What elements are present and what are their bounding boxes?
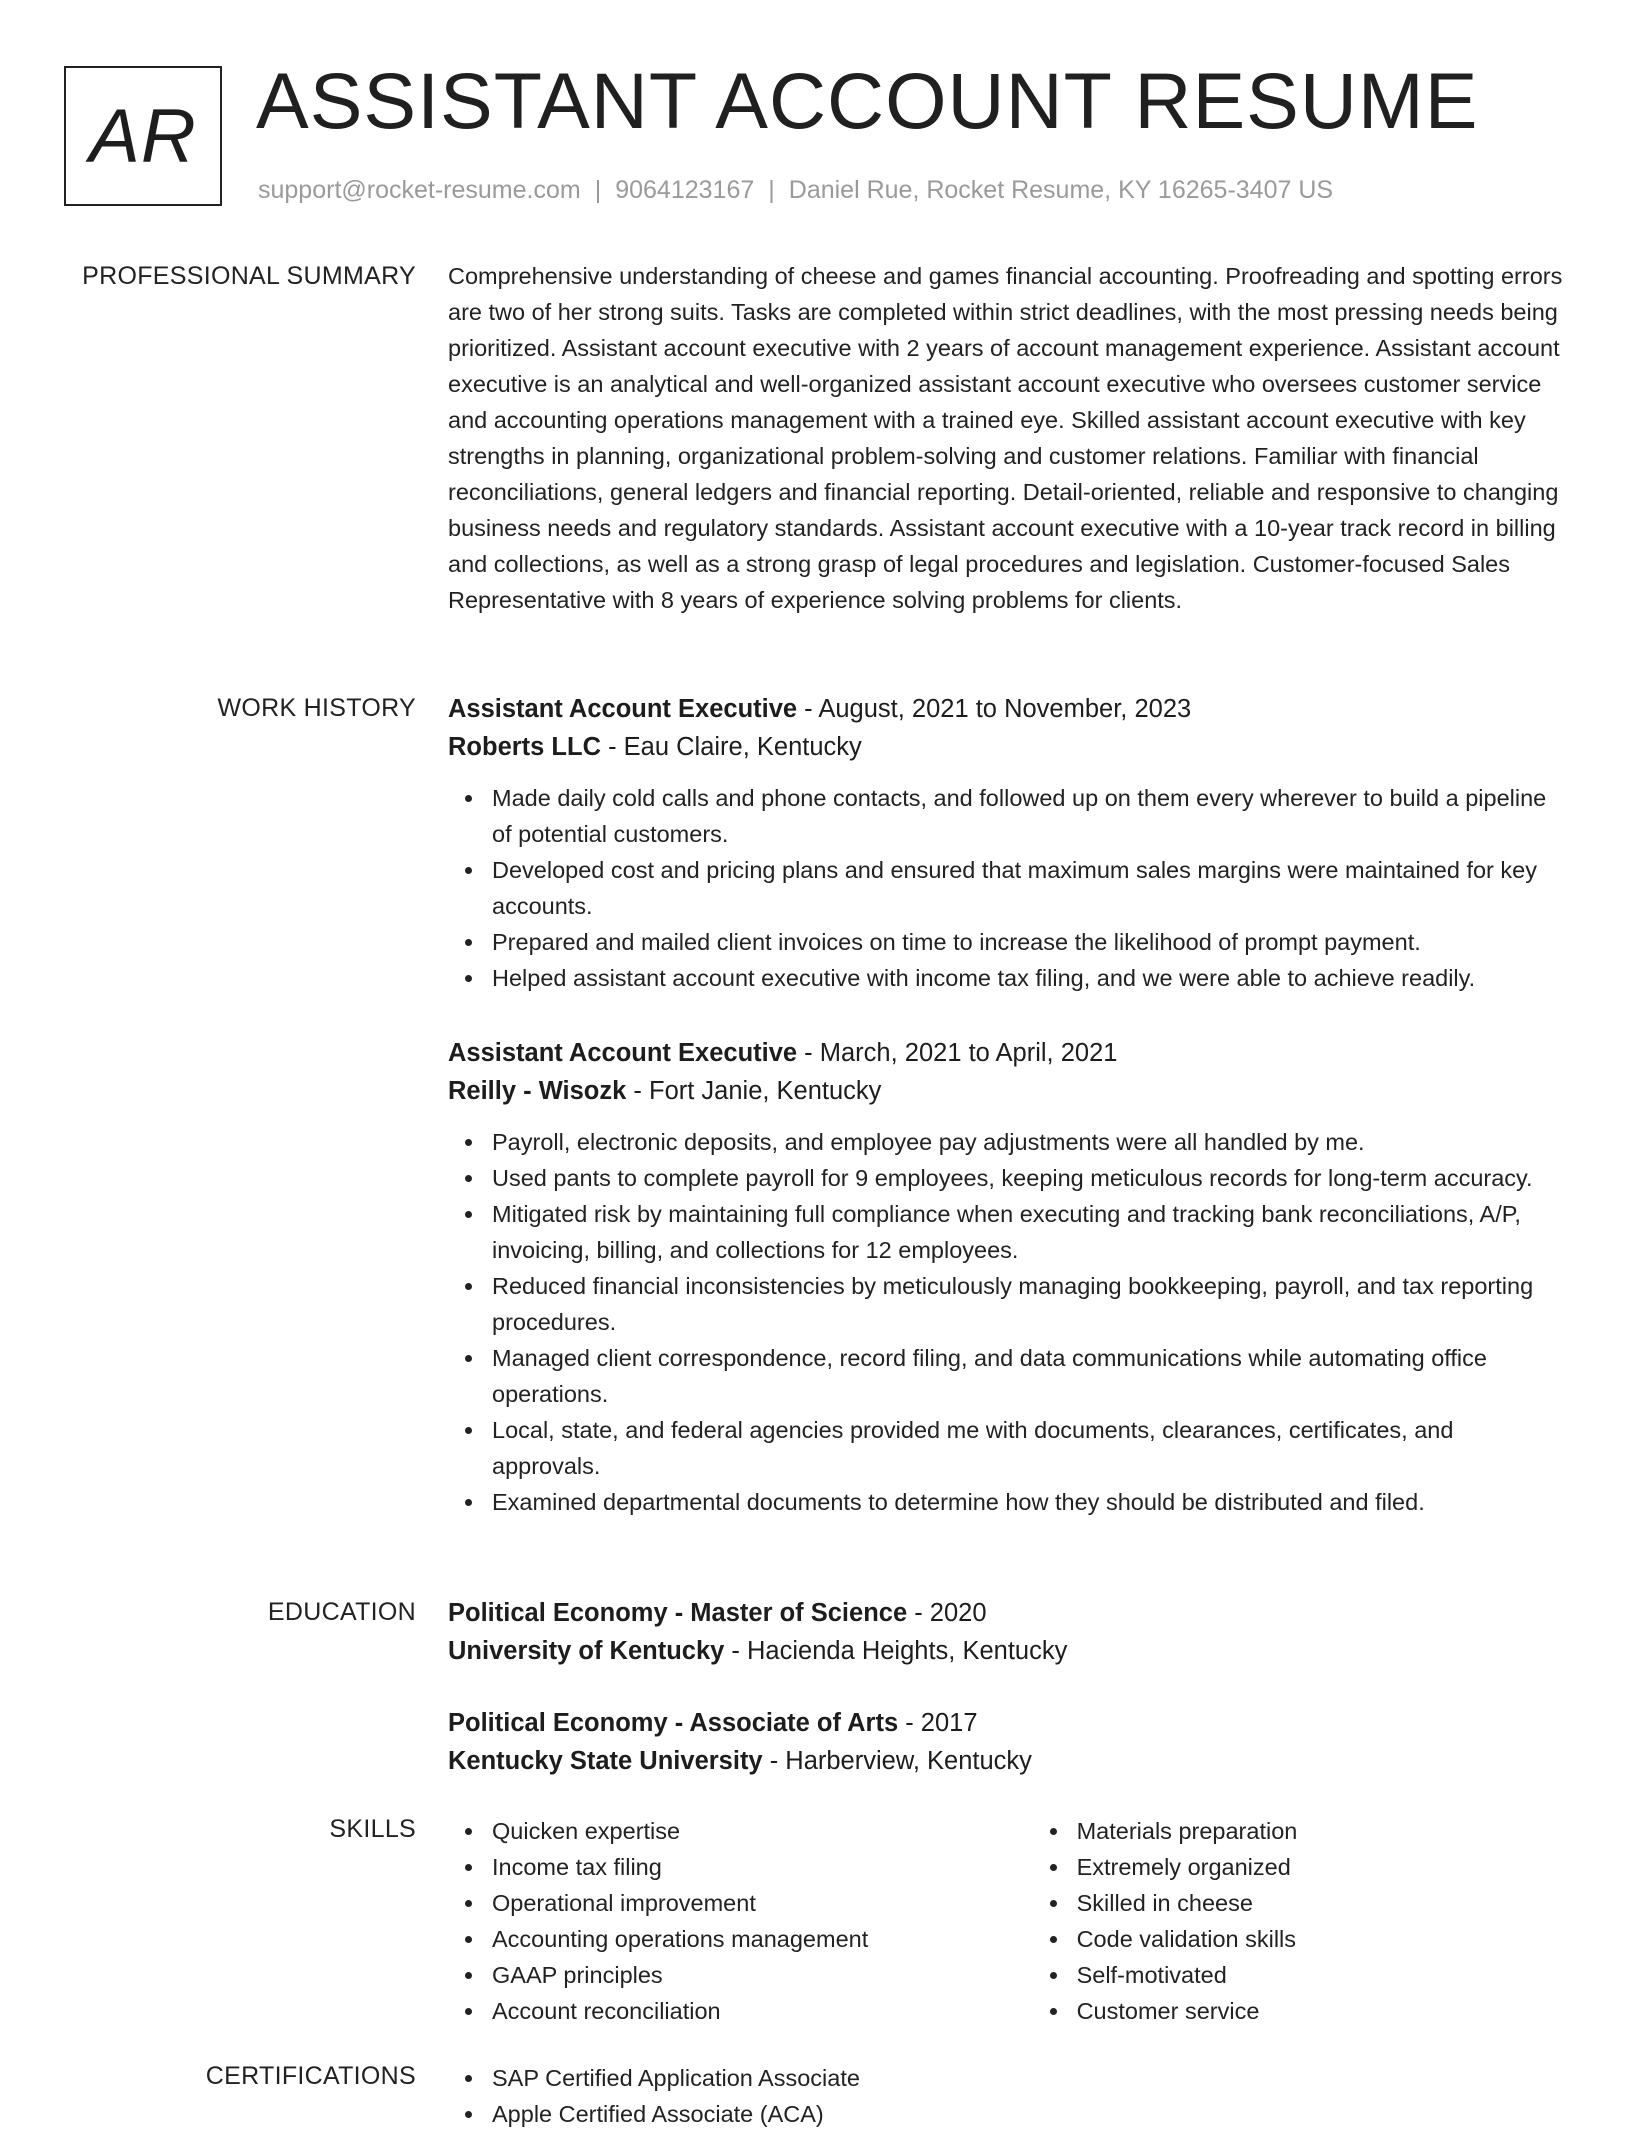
contact-phone[interactable]: 9064123167 (615, 176, 755, 204)
education-degree: Political Economy - Master of Science (448, 1599, 908, 1627)
education-location: - Hacienda Heights, Kentucky (724, 1637, 1068, 1665)
education-school-line (448, 1632, 1568, 1670)
skills-list-left (448, 1813, 1033, 2029)
skills-list-right (1033, 1813, 1568, 2029)
education-school: Kentucky State University (448, 1747, 763, 1775)
job-bullet: Made daily cold calls and phone contacts, and followed up on them every wherever to build a pipeline of potential customers. (492, 780, 1568, 852)
skill-item: Income tax filing (492, 1849, 1033, 1885)
job-location: - Eau Claire, Kentucky (601, 733, 862, 761)
job-bullet: Reduced financial inconsistencies by meticulously managing bookkeeping, payroll, and tax reporting procedures. (492, 1268, 1568, 1340)
job-dates: - August, 2021 to November, 2023 (797, 695, 1192, 723)
job-bullet: Prepared and mailed client invoices on time to increase the likelihood of prompt payment. (492, 924, 1568, 960)
education-school: University of Kentucky (448, 1637, 725, 1665)
contact-separator: | (594, 176, 602, 204)
summary-text: Comprehensive understanding of cheese and games financial accounting. Proofreading and spotting errors are two of her strong suits. Tasks are completed within strict deadlines, with the most pressing needs being prioritized. Assistant account executive with 2 years of account management experience. Assistant account executive is an analytical and well-organized assistant account executive who oversees customer service and accounting operations management with a trained eye. Skilled assistant account executive with key strengths in planning, organizational problem-solving and customer relations. Familiar with financial reconciliations, general ledgers and financial reporting. Detail-oriented, reliable and responsive to changing business needs and regulatory standards. Assistant account executive with a 10-year track record in billing and collections, as well as a strong grasp of legal procedures and legislation. Customer-focused Sales Representative with 8 years of experience solving problems for clients. (448, 263, 1563, 613)
job-title: Assistant Account Executive (448, 1039, 798, 1067)
monogram-logo (64, 66, 222, 206)
certification-item: Apple Certified Associate (ACA) (492, 2096, 1568, 2132)
job-bullet: Managed client correspondence, record filing, and data communications while automating office operations. (492, 1340, 1568, 1412)
section-label-certifications: CERTIFICATIONS (205, 2062, 416, 2090)
skill-item: Accounting operations management (492, 1921, 1033, 1957)
job-company-line (448, 728, 1568, 766)
skills-columns (448, 1813, 1568, 2029)
education-year: - 2017 (898, 1709, 978, 1737)
education-entry (448, 1704, 1568, 1780)
education-degree-line (448, 1594, 1568, 1632)
education-school-line (448, 1742, 1568, 1780)
job-bullet: Examined departmental documents to determine how they should be distributed and filed. (492, 1484, 1568, 1520)
section-label-education: EDUCATION (267, 1598, 416, 1626)
job-bullets (448, 780, 1568, 996)
contact-separator: | (768, 176, 775, 204)
certifications-body (448, 2060, 1568, 2132)
skill-item: GAAP principles (492, 1957, 1033, 1993)
job-company: Reilly - Wisozk (448, 1077, 627, 1105)
job-entry (448, 1034, 1568, 1520)
skills-body (448, 1813, 1568, 2029)
certification-item: SAP Certified Application Associate (492, 2060, 1568, 2096)
job-title: Assistant Account Executive (448, 695, 798, 723)
job-title-line (448, 1034, 1568, 1072)
job-bullet: Developed cost and pricing plans and ensured that maximum sales margins were maintained for key accounts. (492, 852, 1568, 924)
education-entry (448, 1594, 1568, 1670)
job-bullet: Payroll, electronic deposits, and employee pay adjustments were all handled by me. (492, 1124, 1568, 1160)
job-company: Roberts LLC (448, 733, 601, 761)
job-title-line (448, 690, 1568, 728)
section-label-work-history: WORK HISTORY (217, 694, 416, 722)
job-location: - Fort Janie, Kentucky (626, 1077, 882, 1105)
section-label-skills: SKILLS (329, 1815, 416, 1843)
monogram-initials: AR (89, 93, 197, 179)
job-bullet: Used pants to complete payroll for 9 employees, keeping meticulous records for long-term accuracy. (492, 1160, 1568, 1196)
education-degree-line (448, 1704, 1568, 1742)
skill-item: Extremely organized (1077, 1849, 1568, 1885)
skill-item: Operational improvement (492, 1885, 1033, 1921)
job-bullet: Helped assistant account executive with income tax filing, and we were able to achieve readily. (492, 960, 1568, 996)
job-dates: - March, 2021 to April, 2021 (797, 1039, 1118, 1067)
job-bullets (448, 1124, 1568, 1520)
skill-item: Account reconciliation (492, 1993, 1033, 2029)
education-location: - Harberview, Kentucky (762, 1747, 1032, 1775)
skill-item: Customer service (1077, 1993, 1568, 2029)
education-year: - 2020 (907, 1599, 987, 1627)
contact-line (258, 176, 1333, 205)
skill-item: Skilled in cheese (1077, 1885, 1568, 1921)
summary-body (448, 258, 1568, 618)
section-label-summary: PROFESSIONAL SUMMARY (82, 262, 416, 290)
skill-item: Quicken expertise (492, 1813, 1033, 1849)
education-degree: Political Economy - Associate of Arts (448, 1709, 899, 1737)
certifications-list (448, 2060, 1568, 2132)
skill-item: Self-motivated (1077, 1957, 1568, 1993)
contact-address: Daniel Rue, Rocket Resume, KY 16265-3407 US (788, 176, 1334, 204)
skill-item: Materials preparation (1077, 1813, 1568, 1849)
education-body (448, 1594, 1568, 1814)
contact-email[interactable]: support@rocket-resume.com (258, 176, 581, 204)
skill-item: Code validation skills (1077, 1921, 1568, 1957)
job-bullet: Local, state, and federal agencies provided me with documents, clearances, certificates, and approvals. (492, 1412, 1568, 1484)
resume-title: ASSISTANT ACCOUNT RESUME (256, 56, 1479, 145)
job-entry (448, 690, 1568, 996)
work-history-body (448, 690, 1568, 1558)
job-company-line (448, 1072, 1568, 1110)
job-bullet: Mitigated risk by maintaining full compliance when executing and tracking bank reconciliations, A/P, invoicing, billing, and collections for 12 employees. (492, 1196, 1568, 1268)
